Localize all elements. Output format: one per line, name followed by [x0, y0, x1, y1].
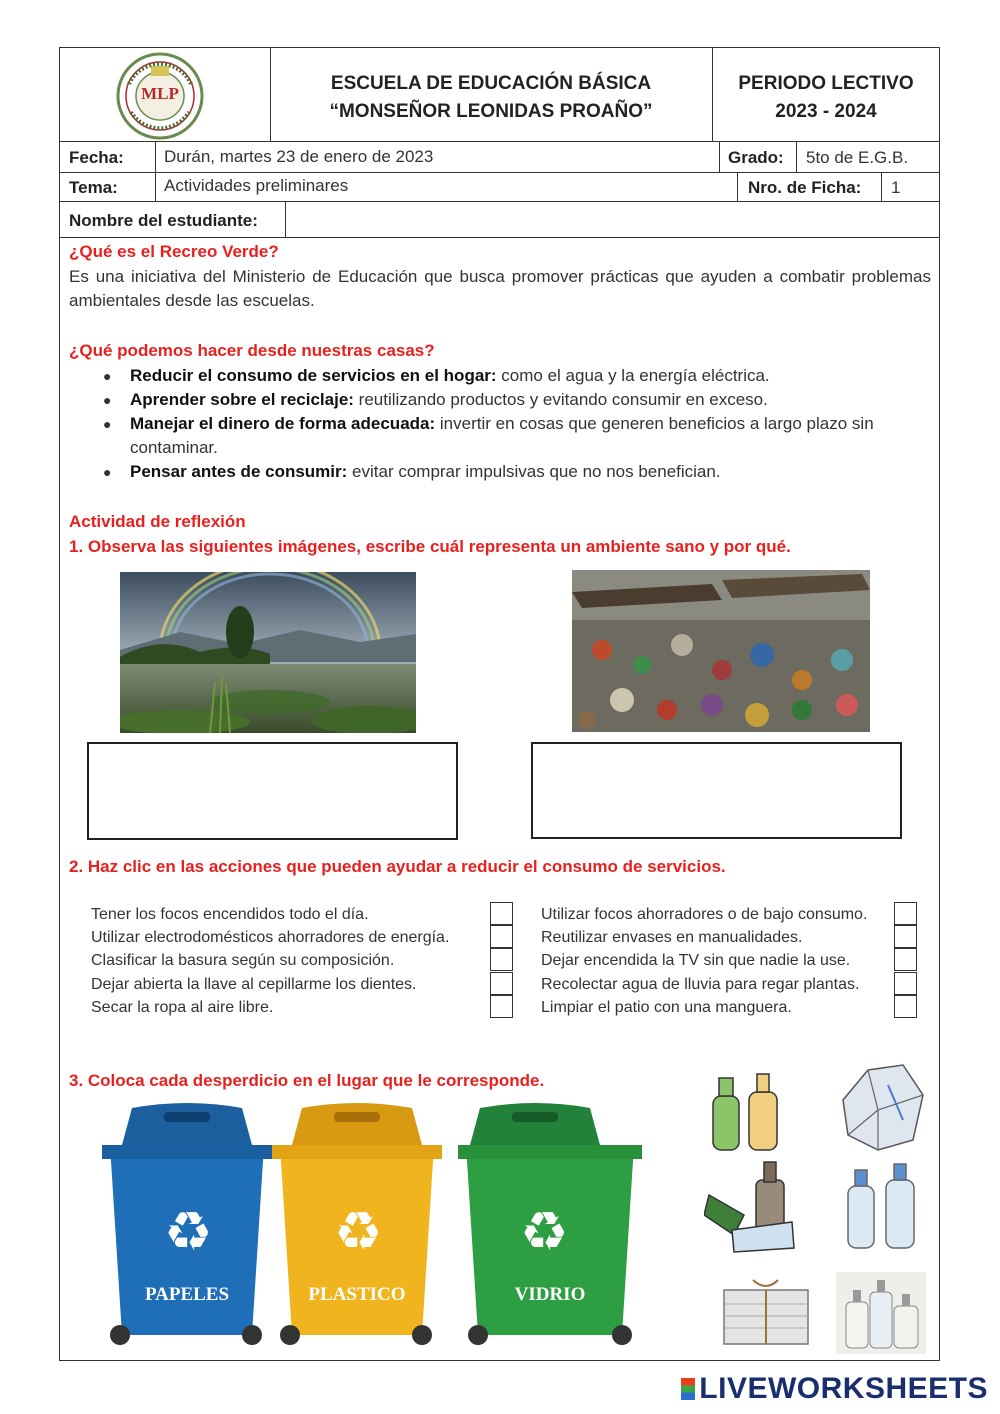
action-text: Tener los focos encendidos todo el día.: [91, 906, 369, 923]
school-name-line1: ESCUELA DE EDUCACIÓN BÁSICA: [330, 73, 652, 94]
bin-label-papeles: PAPELES: [144, 1284, 230, 1305]
recreo-verde-paragraph: Es una iniciativa del Ministerio de Educación que busca promover prácticas que ayuden a combatir problemas ambientales desde las escuelas.: [69, 267, 931, 310]
recycle-icon: ♻: [520, 1200, 569, 1263]
question-2: 2. Haz clic en las acciones que pueden ayudar a reducir el consumo de servicios.: [69, 857, 726, 876]
bin-vidrio[interactable]: [458, 1103, 642, 1345]
action-text: Utilizar focos ahorradores o de bajo consumo.: [541, 906, 868, 923]
action-checkbox[interactable]: [894, 925, 917, 948]
recycling-bins: [102, 1100, 650, 1350]
bin-label-plastico: PLASTICO: [308, 1284, 406, 1305]
tip-text: reutilizando productos y evitando consumir en exceso.: [353, 390, 768, 409]
divider: [881, 172, 882, 201]
school-period: [712, 70, 940, 126]
activity-title: Actividad de reflexión: [69, 512, 246, 531]
tip-title: Pensar antes de consumir:: [130, 462, 348, 481]
tema-value: Actividades preliminares: [164, 176, 349, 195]
grado-value: 5to de E.G.B.: [806, 148, 909, 167]
action-text: Secar la ropa al aire libre.: [91, 998, 274, 1016]
action-text: Utilizar electrodomésticos ahorradores de energía.: [91, 929, 450, 947]
crumpled-paper-item[interactable]: [833, 1060, 928, 1155]
school-name: [270, 70, 712, 126]
tip-title: Aprender sobre el reciclaje:: [130, 390, 354, 409]
recycle-icon: ♻: [334, 1200, 383, 1263]
action-checkbox[interactable]: [894, 948, 917, 971]
action-text: Recolectar agua de lluvia para regar plantas.: [541, 975, 860, 993]
tips-list: [70, 364, 931, 484]
glass-bottles-item[interactable]: [704, 1160, 799, 1258]
period-value: 2023 - 2024: [775, 101, 877, 122]
brand-text: LIVEWORKSHEETS: [699, 1372, 988, 1405]
action-checkbox[interactable]: [894, 902, 917, 925]
tema-label: Tema:: [69, 178, 118, 197]
grado-label: Grado:: [728, 148, 784, 167]
newspapers-item[interactable]: [718, 1270, 813, 1350]
divider: [155, 141, 156, 201]
action-checkbox[interactable]: [490, 948, 513, 971]
action-text: Dejar abierta la llave al cepillarme los dientes.: [91, 975, 417, 993]
tip-text: evitar comprar impulsivas que no nos benefician.: [347, 462, 721, 481]
action-checkbox[interactable]: [490, 972, 513, 995]
plastic-bottles-item[interactable]: [703, 1068, 785, 1154]
bin-label-vidrio: VIDRIO: [514, 1284, 586, 1305]
divider: [719, 141, 720, 172]
action-text: Dejar encendida la TV sin que nadie la use.: [541, 952, 851, 970]
healthy-environment-image: [120, 572, 416, 733]
nombre-label: Nombre del estudiante:: [69, 211, 258, 230]
liveworksheets-brand[interactable]: [681, 1372, 988, 1406]
divider: [59, 141, 940, 142]
question-1: 1. Observa las siguientes imágenes, escribe cuál representa un ambiente sano y por qué.: [69, 537, 791, 556]
divider: [59, 201, 940, 202]
divider: [796, 141, 797, 172]
tip-text: invertir en cosas que generen beneficios a largo plazo sin contaminar.: [130, 414, 874, 457]
period-label: PERIODO LECTIVO: [738, 73, 914, 94]
school-logo: [115, 52, 205, 140]
clear-bottles-item[interactable]: [836, 1272, 926, 1354]
action-checkbox[interactable]: [490, 925, 513, 948]
action-text: Reutilizar envases en manualidades.: [541, 929, 803, 947]
nombre-input[interactable]: [295, 207, 925, 233]
action-text: Clasificar la basura según su composición.: [91, 952, 395, 970]
bullet-icon: ●: [103, 368, 112, 384]
action-text: Limpiar el patio con una manguera.: [541, 998, 792, 1016]
school-name-line2: “MONSEÑOR LEONIDAS PROAÑO”: [329, 101, 653, 122]
tip-item: [70, 412, 931, 460]
action-checkbox[interactable]: [490, 902, 513, 925]
recycle-icon: ♻: [164, 1200, 213, 1263]
fecha-value: Durán, martes 23 de enero de 2023: [164, 147, 434, 166]
brand-icon: [681, 1378, 695, 1400]
fecha-label: Fecha:: [69, 148, 124, 167]
tip-item: [70, 364, 931, 388]
action-checkbox[interactable]: [894, 995, 917, 1018]
tip-title: Manejar el dinero de forma adecuada:: [130, 414, 436, 433]
tip-text: como el agua y la energía eléctrica.: [496, 366, 770, 385]
polluted-environment-image: [572, 570, 870, 732]
bullet-icon: ●: [103, 392, 112, 408]
bullet-icon: ●: [103, 464, 112, 480]
divider: [59, 237, 940, 238]
action-checkbox[interactable]: [894, 972, 917, 995]
divider: [285, 201, 286, 237]
tip-item: [70, 460, 931, 484]
answer-box-left[interactable]: [87, 742, 458, 840]
action-checkbox[interactable]: [490, 995, 513, 1018]
water-bottles-item[interactable]: [840, 1160, 922, 1252]
bin-papeles[interactable]: [102, 1103, 272, 1345]
tip-item: [70, 388, 931, 412]
tip-title: Reducir el consumo de servicios en el hogar:: [130, 366, 497, 385]
ficha-value: 1: [891, 178, 901, 197]
bin-plastico[interactable]: [272, 1103, 442, 1345]
logo-initials: MLP: [141, 84, 179, 103]
answer-box-right[interactable]: [531, 742, 902, 839]
recreo-verde-heading: ¿Qué es el Recreo Verde?: [69, 242, 279, 261]
ficha-label: Nro. de Ficha:: [748, 178, 862, 197]
question-3: 3. Coloca cada desperdicio en el lugar que le corresponde.: [69, 1071, 545, 1090]
divider: [59, 172, 940, 173]
divider: [737, 172, 738, 201]
bullet-icon: ●: [103, 416, 112, 432]
casas-heading: ¿Qué podemos hacer desde nuestras casas?: [69, 341, 435, 360]
